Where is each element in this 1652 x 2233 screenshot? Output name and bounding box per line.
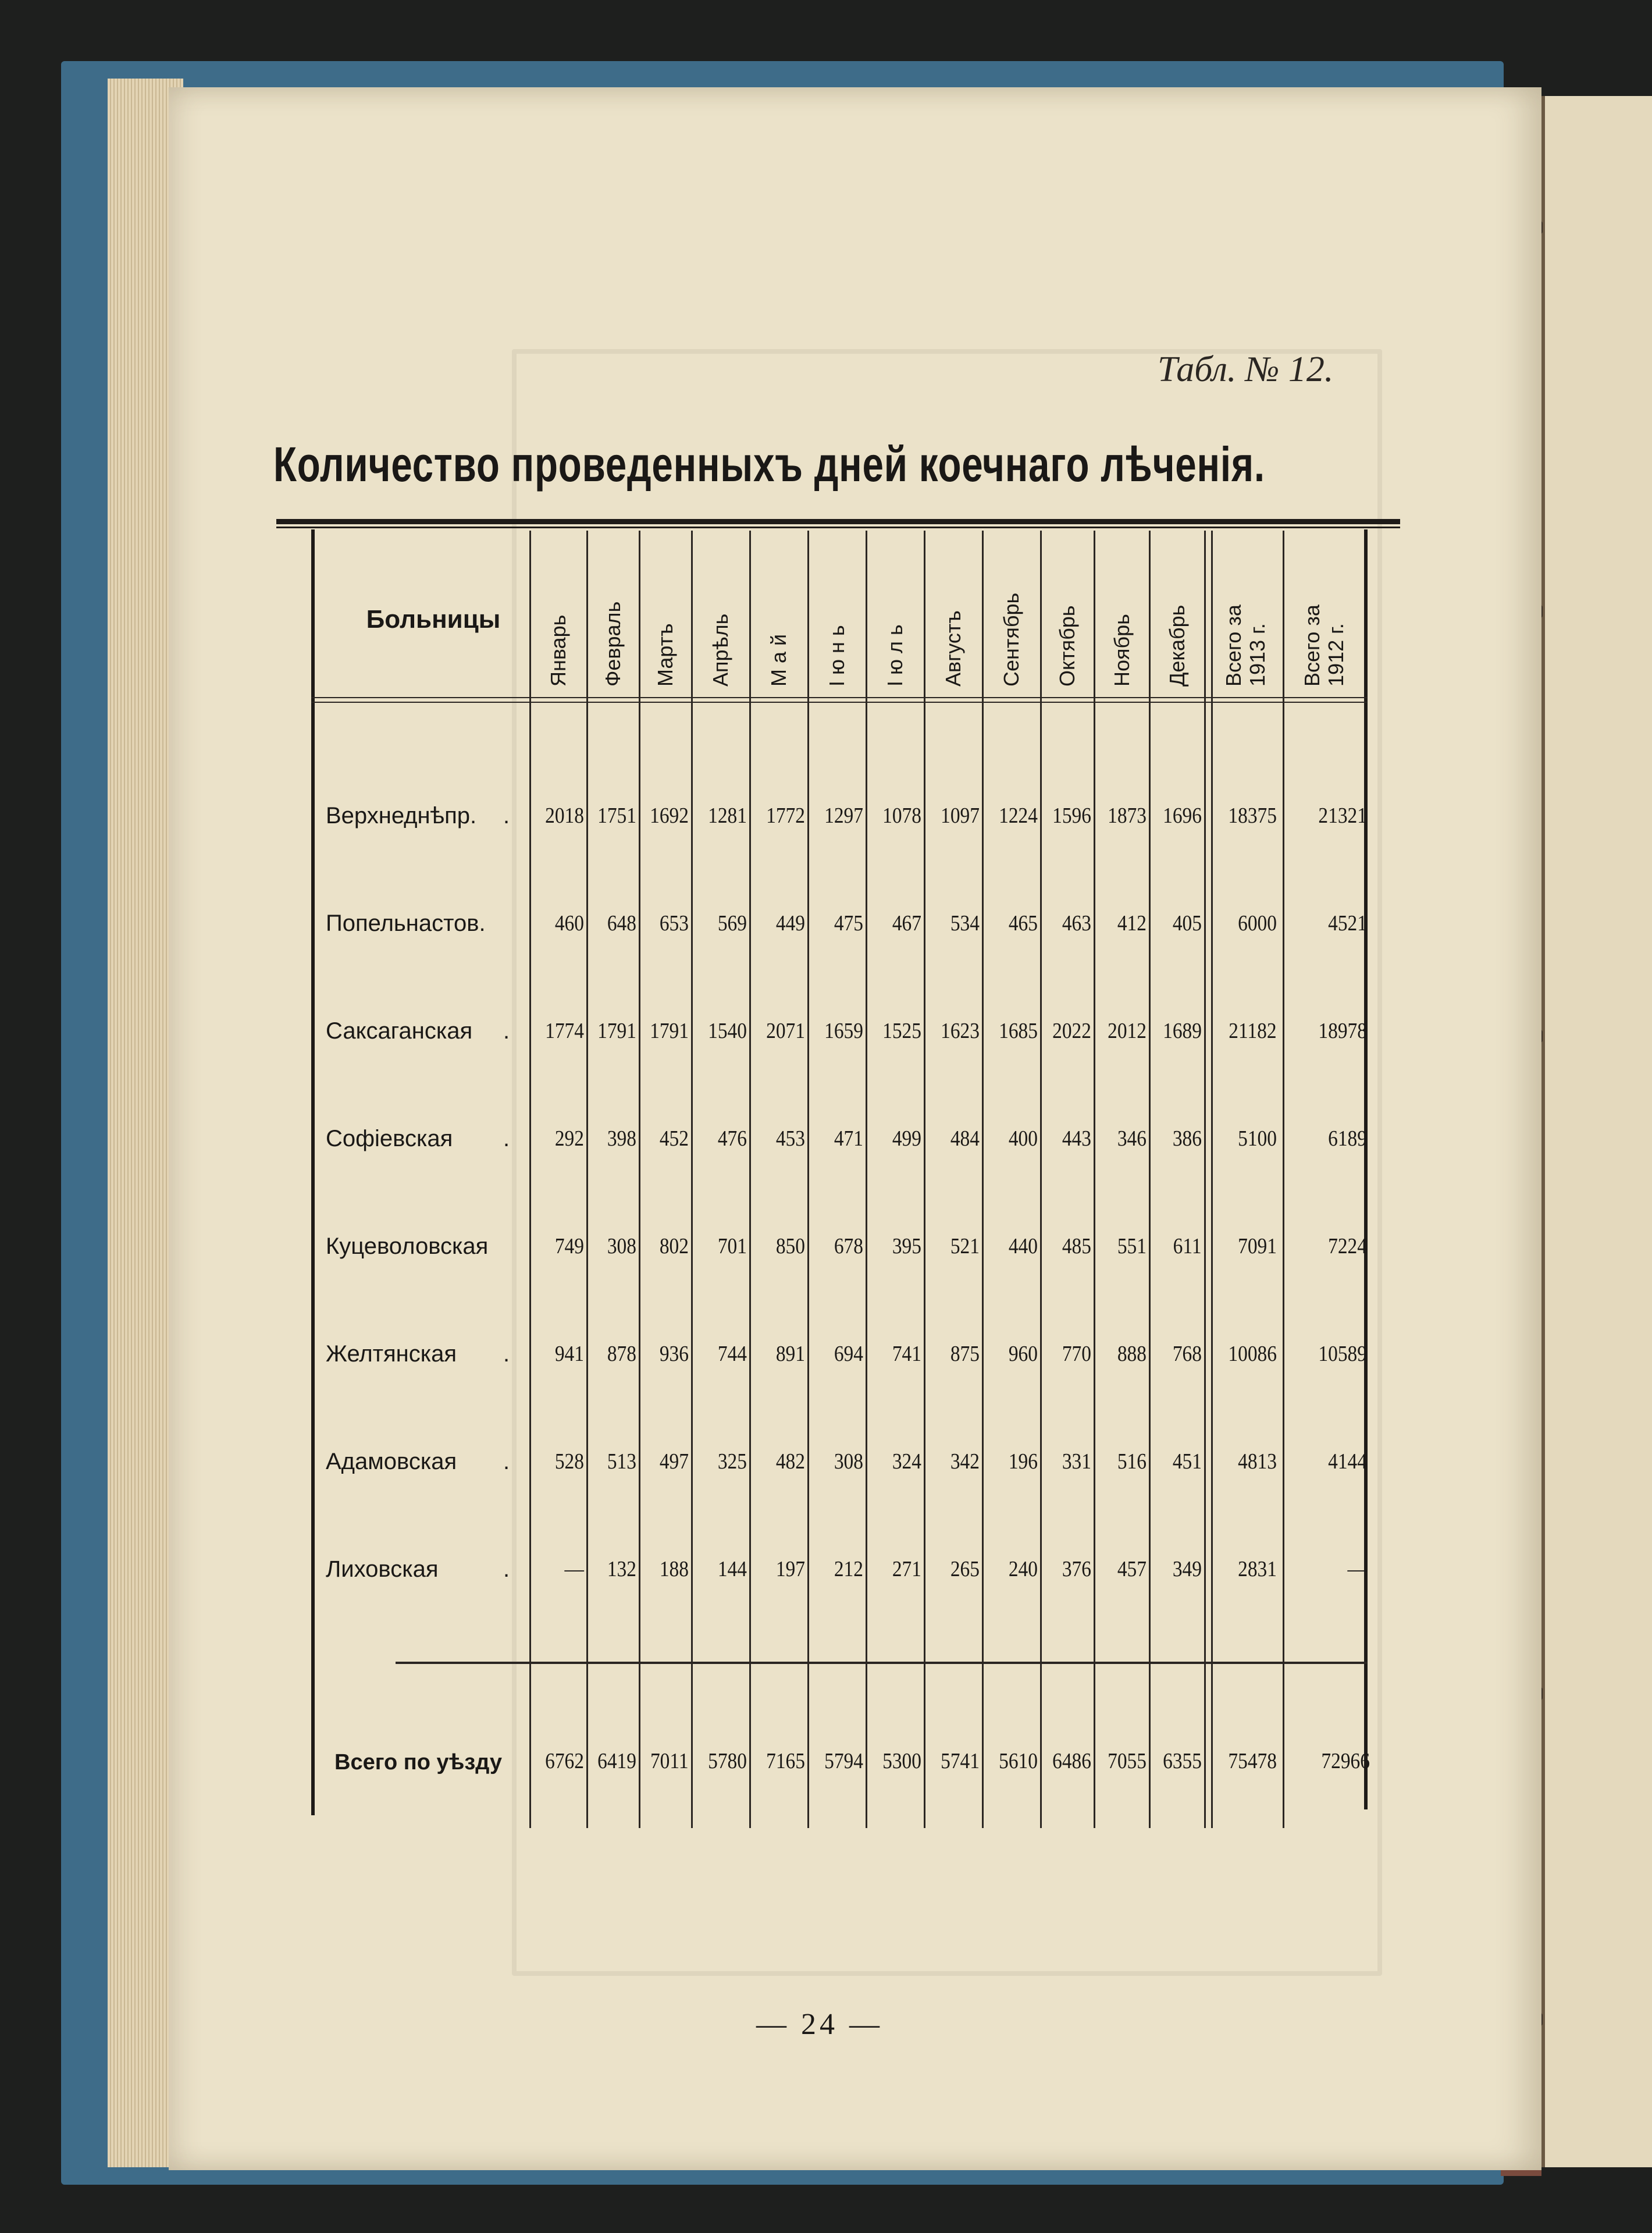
cell-month-value: 1224 — [999, 803, 1038, 828]
cell-month-value: 768 — [1172, 1342, 1202, 1366]
table-number: Табл. № 12. — [1158, 350, 1334, 389]
header-month: І ю л ь — [883, 624, 907, 687]
cell-month-value: 188 — [659, 1557, 689, 1581]
cell-month-value: 888 — [1117, 1342, 1147, 1366]
cell-month-value: 240 — [1008, 1557, 1038, 1581]
row-hospital-name: Попельнастов. — [326, 911, 486, 936]
cell-month-value: 398 — [607, 1126, 636, 1151]
cell-month-value: 850 — [775, 1234, 805, 1258]
cell-month-value: 475 — [834, 911, 863, 936]
cell-month-value: 2022 — [1052, 1019, 1091, 1043]
header-month: Августъ — [941, 610, 965, 687]
cell-month-value: 569 — [717, 911, 747, 936]
cell-month-value: 144 — [717, 1557, 747, 1581]
cell-total-1912: 7224 — [1328, 1234, 1367, 1258]
cell-month-value: 1873 — [1108, 803, 1147, 828]
total-row-label: Всего по уѣзду — [334, 1750, 502, 1775]
cell-month-value: 405 — [1172, 911, 1202, 936]
column-rule — [639, 531, 640, 1828]
cell-month-value: 701 — [717, 1234, 747, 1258]
cell-month-value: 471 — [834, 1126, 863, 1151]
column-rule — [1149, 531, 1151, 1828]
cell-month-value: 463 — [1062, 911, 1091, 936]
column-rule — [982, 531, 984, 1828]
cell-month-value: 457 — [1117, 1557, 1147, 1581]
cell-month-value: 212 — [834, 1557, 863, 1581]
cell-total-1912: 10589 — [1318, 1342, 1367, 1366]
cell-month-value: 412 — [1117, 911, 1147, 936]
cell-month-value: 440 — [1008, 1234, 1038, 1258]
cell-month-value: 516 — [1117, 1449, 1147, 1474]
row-hospital-name: Лиховская — [326, 1556, 439, 1582]
cell-grand-total-1912: 72966 — [1321, 1749, 1370, 1773]
cell-month-value: 1540 — [708, 1019, 747, 1043]
header-month: Сентябрь — [999, 592, 1023, 687]
cell-month-value: 1281 — [708, 803, 747, 828]
cell-month-value: 451 — [1172, 1449, 1202, 1474]
cell-month-value: 460 — [554, 911, 584, 936]
cell-total-1913: 7091 — [1238, 1234, 1277, 1258]
column-rule — [749, 531, 751, 1828]
cell-total-1913: 6000 — [1238, 911, 1277, 936]
cell-total-month: 6419 — [597, 1749, 636, 1773]
row-leader-dot: . — [503, 803, 510, 829]
show-through-ghost — [512, 349, 1382, 1976]
cell-month-value: 1596 — [1052, 803, 1091, 828]
cell-month-value: 770 — [1062, 1342, 1091, 1366]
cell-total-1913: 5100 — [1238, 1126, 1277, 1151]
cell-month-value: 308 — [834, 1449, 863, 1474]
cell-total-1912: 4144 — [1328, 1449, 1367, 1474]
cell-month-value: 648 — [607, 911, 636, 936]
cell-month-value: 528 — [554, 1449, 584, 1474]
cell-month-value: 292 — [554, 1126, 584, 1151]
column-rule — [586, 531, 588, 1828]
cell-total-month: 7011 — [650, 1749, 689, 1773]
cell-month-value: 1659 — [824, 1019, 863, 1043]
row-leader-dot: . — [503, 1556, 510, 1582]
column-rule — [1094, 531, 1095, 1828]
cell-month-value: 1685 — [999, 1019, 1038, 1043]
cell-month-value: 331 — [1062, 1449, 1091, 1474]
cell-month-value: 1297 — [824, 803, 863, 828]
header-month: Октябрь — [1055, 605, 1079, 687]
cell-month-value: 484 — [950, 1126, 980, 1151]
cell-month-value: 197 — [775, 1557, 805, 1581]
cell-month-value: 376 — [1062, 1557, 1091, 1581]
row-leader-dot: . — [503, 1341, 510, 1367]
cell-month-value: 453 — [775, 1126, 805, 1151]
row-hospital-name: Софіевская — [326, 1126, 453, 1151]
column-rule — [1283, 531, 1284, 1828]
cell-total-month: 5741 — [941, 1749, 980, 1773]
header-month: Апрѣль — [708, 613, 732, 687]
cell-month-value: 325 — [717, 1449, 747, 1474]
header-month: Мартъ — [653, 623, 677, 687]
table-left-border — [311, 529, 315, 1815]
cell-total-1913: 10086 — [1228, 1342, 1277, 1366]
header-month: Ноябрь — [1109, 614, 1134, 687]
cell-month-value: 497 — [659, 1449, 689, 1474]
cell-month-value: 694 — [834, 1342, 863, 1366]
cell-month-value: 2018 — [545, 803, 584, 828]
cell-month-value: 1692 — [650, 803, 689, 828]
cell-month-value: 499 — [892, 1126, 921, 1151]
cell-total-1913: 21182 — [1229, 1019, 1277, 1043]
cell-month-value: 265 — [950, 1557, 980, 1581]
header-month: Декабрь — [1165, 605, 1189, 687]
cell-month-value: 521 — [950, 1234, 980, 1258]
cell-total-month: 7165 — [766, 1749, 805, 1773]
cell-total-month: 5780 — [708, 1749, 747, 1773]
cell-month-value: 1525 — [882, 1019, 921, 1043]
column-rule — [691, 531, 693, 1828]
cell-month-value: 485 — [1062, 1234, 1091, 1258]
column-rule — [1040, 531, 1042, 1828]
cell-month-value: 465 — [1008, 911, 1038, 936]
column-rule — [807, 531, 809, 1828]
cell-total-1912: 4521 — [1328, 911, 1367, 936]
cell-month-value: 1623 — [941, 1019, 980, 1043]
cell-month-value: 1772 — [766, 803, 805, 828]
row-leader-dot: . — [503, 1126, 510, 1151]
adjacent-page — [1541, 96, 1652, 2167]
row-hospital-name: Куцеволовская — [326, 1233, 489, 1259]
cell-month-value: 749 — [554, 1234, 584, 1258]
cell-month-value: 1696 — [1163, 803, 1202, 828]
row-leader-dot: . — [503, 1449, 510, 1474]
cell-month-value: 132 — [607, 1557, 636, 1581]
cell-month-value: 1078 — [882, 803, 921, 828]
cell-month-value: 941 — [554, 1342, 584, 1366]
cell-month-value: 271 — [892, 1557, 921, 1581]
cell-total-month: 5300 — [882, 1749, 921, 1773]
cell-total-month: 7055 — [1108, 1749, 1147, 1773]
table-top-rule — [276, 519, 1400, 524]
cell-month-value: 744 — [717, 1342, 747, 1366]
cell-month-value: — — [564, 1557, 584, 1581]
cell-month-value: 741 — [892, 1342, 921, 1366]
cell-total-1912: 6189 — [1328, 1126, 1367, 1151]
page-title: Количество проведенныхъ дней коечнаго лѣченія. — [273, 437, 1265, 492]
cell-month-value: 482 — [775, 1449, 805, 1474]
cell-month-value: 1774 — [545, 1019, 584, 1043]
cell-month-value: 342 — [950, 1449, 980, 1474]
cell-month-value: 2012 — [1108, 1019, 1147, 1043]
row-hospital-name: Саксаганская — [326, 1018, 473, 1044]
total-divider — [396, 1662, 1367, 1664]
cell-month-value: 1791 — [650, 1019, 689, 1043]
row-hospital-name: Желтянская — [326, 1341, 457, 1367]
cell-month-value: 449 — [775, 911, 805, 936]
header-month: Январь — [546, 614, 570, 687]
cell-total-1912: — — [1347, 1557, 1367, 1581]
cell-month-value: 678 — [834, 1234, 863, 1258]
row-hospital-name: Адамовская — [326, 1449, 457, 1474]
column-rule — [529, 531, 531, 1828]
cell-month-value: 960 — [1008, 1342, 1038, 1366]
cell-total-month: 5794 — [824, 1749, 863, 1773]
cell-grand-total-1913: 75478 — [1228, 1749, 1277, 1773]
cell-month-value: 1791 — [597, 1019, 636, 1043]
cell-month-value: 611 — [1173, 1234, 1202, 1258]
cell-total-month: 5610 — [999, 1749, 1038, 1773]
column-rule — [1204, 531, 1213, 1828]
cell-month-value: 513 — [607, 1449, 636, 1474]
cell-month-value: 802 — [659, 1234, 689, 1258]
cell-total-month: 6355 — [1163, 1749, 1202, 1773]
cell-month-value: 386 — [1172, 1126, 1202, 1151]
cell-month-value: 1751 — [597, 803, 636, 828]
cell-month-value: 346 — [1117, 1126, 1147, 1151]
cell-month-value: 349 — [1172, 1557, 1202, 1581]
page-number: — 24 — — [756, 2008, 883, 2041]
cell-month-value: 891 — [775, 1342, 805, 1366]
header-hospitals: Больницы — [366, 605, 501, 634]
cell-month-value: 936 — [659, 1342, 689, 1366]
cell-month-value: 2071 — [766, 1019, 805, 1043]
row-leader-dot: . — [503, 1018, 510, 1044]
header-month: М а й — [767, 634, 791, 687]
table-right-border — [1364, 529, 1368, 1809]
header-total-1913: Всего за 1913 г. — [1222, 605, 1270, 687]
table-top-rule-thin — [276, 527, 1400, 528]
cell-month-value: 324 — [892, 1449, 921, 1474]
cell-month-value: 196 — [1008, 1449, 1038, 1474]
cell-total-1912: 18978 — [1318, 1019, 1367, 1043]
cell-month-value: 467 — [892, 911, 921, 936]
cell-total-month: 6762 — [545, 1749, 584, 1773]
cell-total-month: 6486 — [1052, 1749, 1091, 1773]
cell-month-value: 551 — [1117, 1234, 1147, 1258]
cell-month-value: 308 — [607, 1234, 636, 1258]
cell-total-1912: 21321 — [1318, 803, 1367, 828]
cell-month-value: 1689 — [1163, 1019, 1202, 1043]
cell-month-value: 875 — [950, 1342, 980, 1366]
cell-month-value: 878 — [607, 1342, 636, 1366]
header-month: І ю н ь — [825, 625, 849, 687]
cell-month-value: 653 — [659, 911, 689, 936]
row-hospital-name: Верхнеднѣпр. — [326, 803, 477, 829]
cell-month-value: 452 — [659, 1126, 689, 1151]
header-total-1912: Всего за 1912 г. — [1300, 605, 1348, 687]
cell-month-value: 400 — [1008, 1126, 1038, 1151]
cell-month-value: 476 — [717, 1126, 747, 1151]
cell-month-value: 395 — [892, 1234, 921, 1258]
cell-total-1913: 18375 — [1228, 803, 1277, 828]
cell-month-value: 443 — [1062, 1126, 1091, 1151]
column-rule — [924, 531, 925, 1828]
header-month: Февраль — [601, 601, 625, 687]
cell-month-value: 1097 — [941, 803, 980, 828]
cell-month-value: 534 — [950, 911, 980, 936]
column-rule — [866, 531, 867, 1828]
cell-total-1913: 4813 — [1238, 1449, 1277, 1474]
cell-total-1913: 2831 — [1238, 1557, 1277, 1581]
